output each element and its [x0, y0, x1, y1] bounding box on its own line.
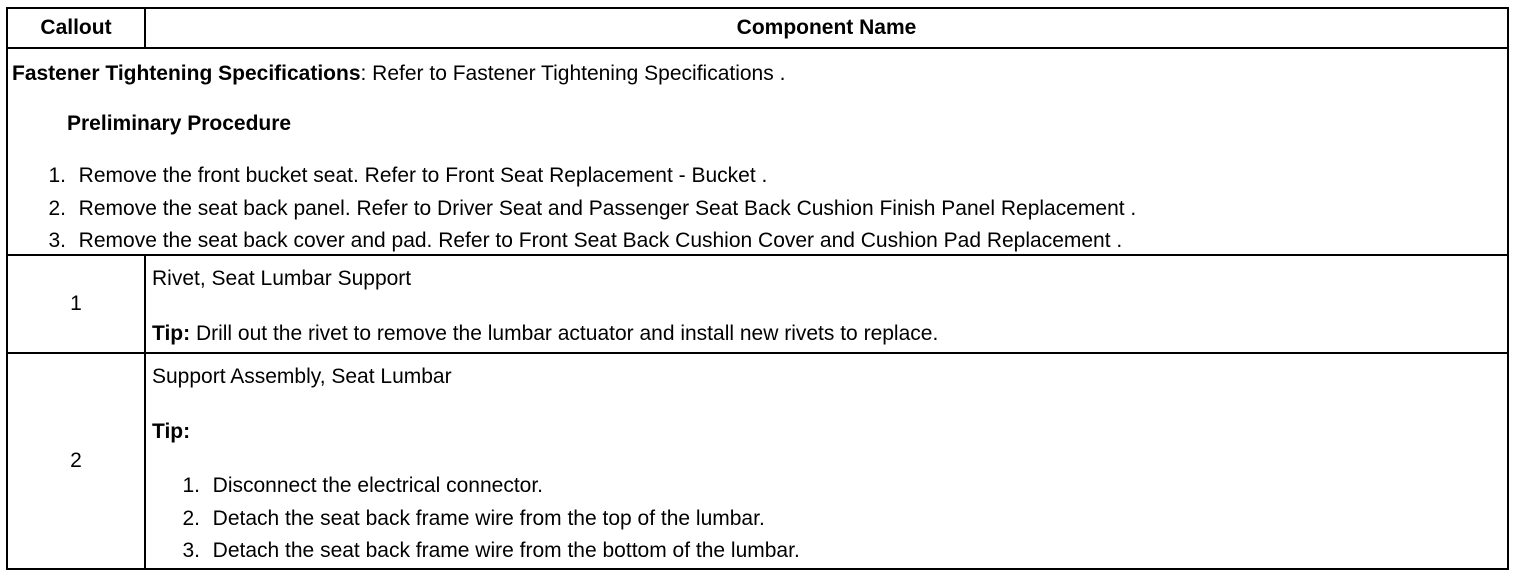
tip-line [152, 317, 1501, 350]
step-number: 2. [182, 506, 200, 530]
list-item [152, 470, 1501, 503]
list-item [152, 503, 1501, 536]
step-text-body: Detach the seat back frame wire from the top of the lumbar. [212, 506, 765, 530]
list-item [12, 225, 1503, 258]
tip-label: Tip: [152, 322, 191, 345]
intro-cell [7, 48, 1508, 255]
preliminary-steps-list [12, 160, 1503, 258]
step-reference-link[interactable]: Driver Seat and Passenger Seat Back Cushion Finish Panel Replacement . [437, 196, 1137, 220]
step-text-body: Detach the seat back frame wire from the bottom of the lumbar. [212, 539, 800, 562]
step-number: 3. [48, 229, 66, 252]
component-name: Support Assembly, Seat Lumbar [152, 365, 452, 388]
step-text-prefix: Remove the seat back cover and pad. Refer to [78, 229, 519, 252]
list-item [12, 193, 1503, 226]
component-name-header: Component Name [145, 8, 1508, 48]
step-text [201, 535, 800, 568]
intro-row [7, 48, 1508, 255]
table-row [7, 255, 1508, 353]
step-text-prefix: Remove the seat back panel. Refer to [78, 196, 438, 220]
tip-text: Drill out the rivet to remove the lumbar actuator and install new rivets to replace. [190, 322, 939, 345]
component-name: Rivet, Seat Lumbar Support [152, 267, 412, 290]
step-text [67, 160, 767, 193]
fastener-spec-label: Fastener Tightening Specifications [12, 62, 361, 85]
step-number: 2. [48, 196, 66, 220]
callout-header: Callout [7, 8, 145, 48]
component-table [6, 7, 1509, 570]
step-reference-link[interactable]: Front Seat Replacement - Bucket . [445, 164, 768, 187]
tip-label: Tip: [152, 420, 191, 443]
list-item [152, 535, 1501, 568]
step-reference-link[interactable]: Front Seat Back Cushion Cover and Cushion Pad Replacement . [518, 229, 1123, 252]
step-text-prefix: Remove the front bucket seat. Refer to [78, 164, 446, 187]
table-header-row [7, 8, 1508, 48]
tip-steps-list [152, 470, 1501, 568]
step-number: 1. [182, 474, 200, 497]
step-text [201, 470, 543, 503]
step-text [67, 193, 1136, 226]
step-number: 3. [182, 539, 200, 562]
fastener-spec-line [12, 57, 1503, 90]
step-text [201, 503, 765, 536]
callout-number: 1 [7, 255, 145, 353]
component-cell [145, 255, 1508, 353]
table-row [7, 353, 1508, 569]
preliminary-procedure-title: Preliminary Procedure [67, 112, 292, 135]
step-number: 1. [48, 164, 66, 187]
step-text-body: Disconnect the electrical connector. [212, 474, 544, 497]
step-text [67, 225, 1122, 258]
fastener-spec-link[interactable]: : Refer to Fastener Tightening Specifications . [360, 62, 786, 85]
list-item [12, 160, 1503, 193]
component-cell [145, 353, 1508, 569]
callout-number: 2 [7, 353, 145, 569]
